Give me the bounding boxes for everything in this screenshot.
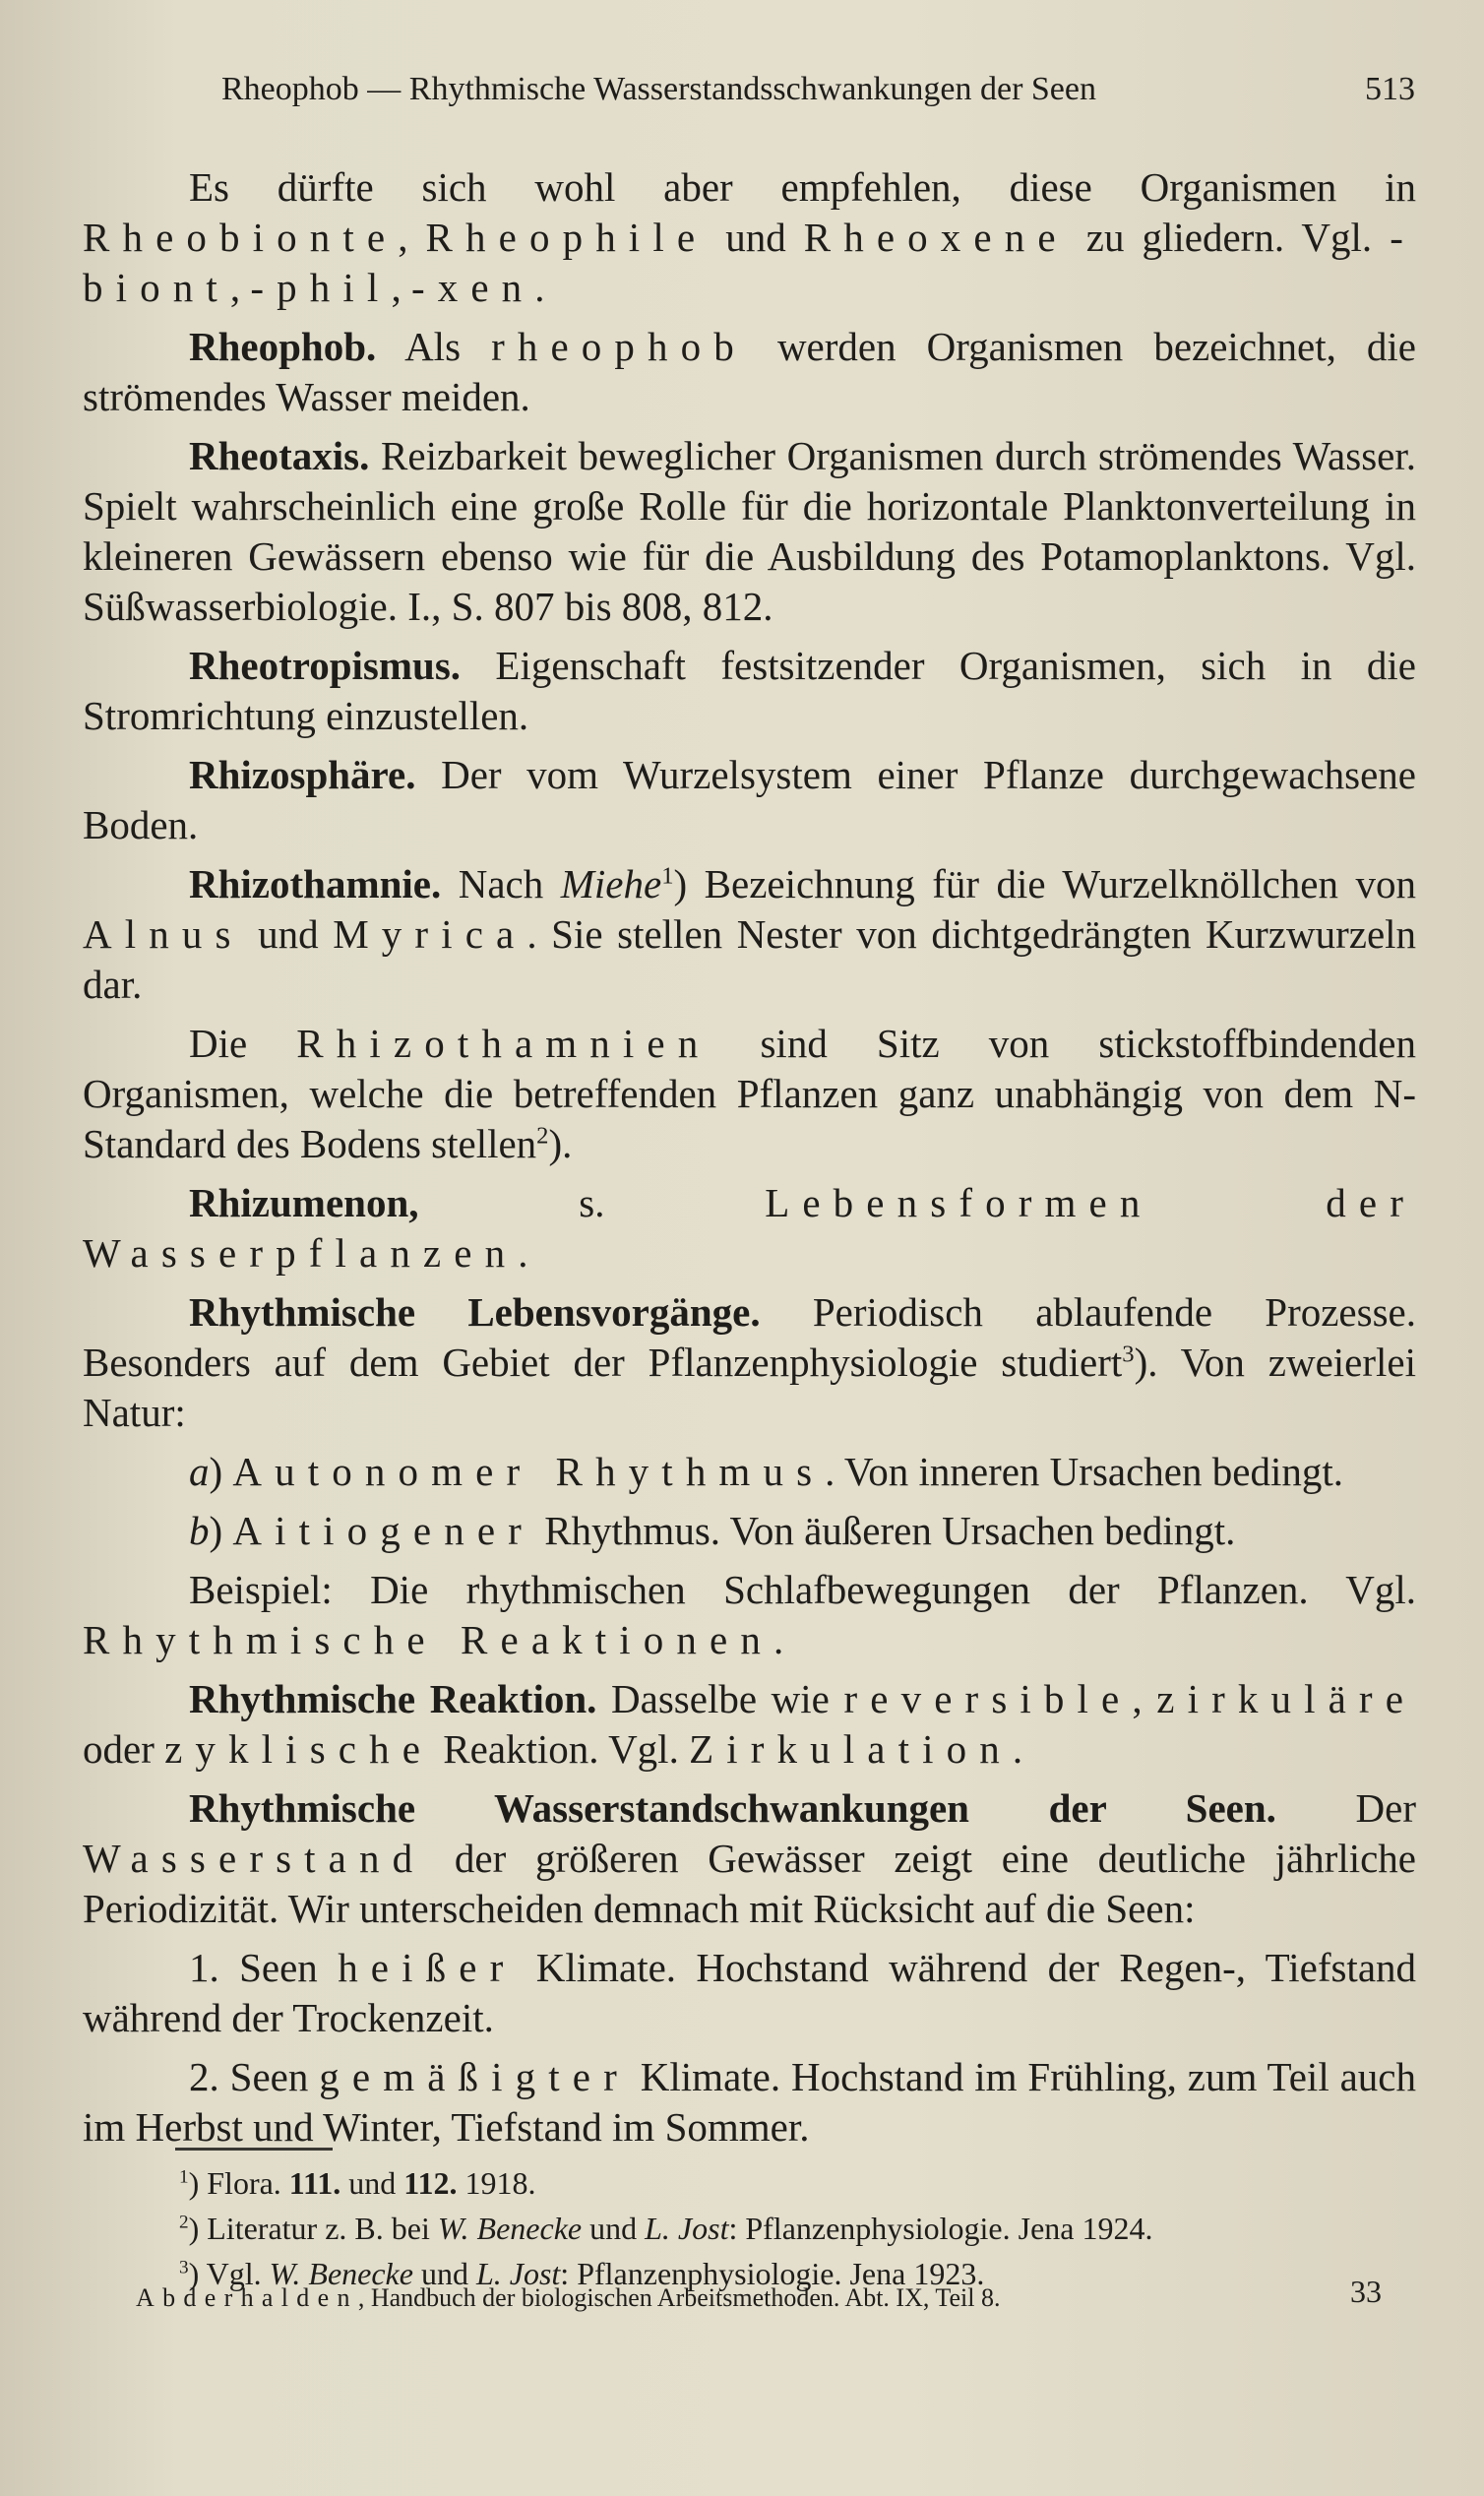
- page-footer: [136, 2274, 1382, 2320]
- footnote-ref: 2: [536, 1122, 549, 1150]
- entry-term: Rhizumenon,: [189, 1180, 419, 1225]
- list-item-1: 1. Seen heißer Klimate. Hochstand während der Regen-, Tiefstand während der Trockenzeit.: [83, 1945, 1417, 2040]
- entry-rheotropismus: Rheotropismus. Eigenschaft festsitzender Organismen, sich in die Stromrichtung einzustellen.: [83, 643, 1417, 738]
- author-name: Miehe: [560, 861, 662, 906]
- page-body: [83, 162, 1416, 2161]
- entry-rhizumenon: Rhizumenon, s. Lebensformen der Wasserpflanzen.: [83, 1180, 1416, 1276]
- footnote-1: $^1$) Flora. 111. und 112. 1918.: [179, 2165, 536, 2201]
- intro-paragraph: Es dürfte sich wohl aber empfehlen, diese Organismen in Rheobionte, Rheophile und Rheoxene zu gliedern. Vgl. -biont, -phil, -xen.: [83, 164, 1417, 310]
- entry-rheophob: Rheophob. Als rheophob werden Organismen bezeichnet, die strömendes Wasser meiden.: [83, 324, 1416, 419]
- list-item-2: 2. Seen gemäßigter Klimate. Hochstand im Frühling, zum Teil auch im Herbst und Winter, Tiefstand im Sommer.: [83, 2054, 1417, 2150]
- entry-rhythmische-lebensvorgaenge: Rhythmische Lebensvorgänge. Periodisch ablaufende Prozesse. Besonders auf dem Gebiet der Pflanzenphysiologie studiert$^3$). Von zweierlei Natur:: [83, 1289, 1416, 1435]
- footnote-ref: 3: [1122, 1341, 1135, 1368]
- footnote-ref: 1: [661, 862, 674, 890]
- entry-rhizothamnie-cont: Die Rhizothamnien sind Sitz von stickstoffbindenden Organismen, welche die betreffenden Pflanzen ganz unabhängig von dem N-Standard des Bodens stellen$^2$).: [83, 1021, 1417, 1166]
- entry-term: Rheotropismus.: [189, 643, 462, 688]
- footnote-3: $^3$) Vgl. W. Benecke und L. Jost: Pflanzenphysiologie. Jena 1923.: [179, 2256, 985, 2291]
- entry-rhizosphaere: Rhizosphäre. Der vom Wurzelsystem einer Pflanze durchgewachsene Boden.: [83, 752, 1416, 847]
- entry-term: Rhythmische Reaktion.: [189, 1676, 597, 1721]
- entry-rhythmische-reaktion: Rhythmische Reaktion. Dasselbe wie reversible, zirkuläre oder zyklische Reaktion. Vgl. Zirkulation.: [83, 1676, 1417, 1772]
- page-number: 513: [1365, 71, 1415, 107]
- entry-rhizothamnie: Rhizothamnie. Nach Miehe$^1$) Bezeichnung für die Wurzelknöllchen von Alnus und Myrica. Sie stellen Nester von dichtgedrängten Kurzwurzeln dar.: [83, 861, 1417, 1007]
- entry-term: Rhizosphäre.: [189, 752, 416, 797]
- footnote-2: $^2$) Literatur z. B. bei W. Benecke und L. Jost: Pflanzenphysiologie. Jena 1924.: [179, 2211, 1153, 2246]
- footnotes: [179, 2160, 1419, 2296]
- entry-rhythmische-wasserstandschwankungen: Rhythmische Wasserstandschwankungen der Seen. Der Wasserstand der größeren Gewässer zeigt eine deutliche jährliche Periodizität. Wir unterscheiden demnach mit Rücksicht auf die Seen:: [83, 1785, 1417, 1931]
- sheet-signature: 33: [1350, 2274, 1382, 2309]
- entry-term: Rhythmische Lebensvorgänge.: [189, 1289, 761, 1335]
- footnote-divider: [175, 2148, 333, 2151]
- entry-term: Rhizothamnie.: [189, 861, 442, 906]
- list-item-b: b) Aitiogener Rhythmus. Von äußeren Ursachen bedingt.: [189, 1508, 1236, 1553]
- running-title: Rheophob — Rhythmische Wasserstandsschwankungen der Seen: [221, 71, 1096, 107]
- entry-rheotaxis: Rheotaxis. Reizbarkeit beweglicher Organismen durch strömendes Wasser. Spielt wahrscheinlich eine große Rolle für die horizontale Planktonverteilung in kleineren Gewässern ebenso wie für die Ausbildung des Potamoplanktons. Vgl. Süßwasserbiologie. I., S. 807 bis 808, 812.: [83, 433, 1417, 629]
- running-header: [221, 71, 1415, 108]
- source-line: Abderhalden, Handbuch der biologischen Arbeitsmethoden. Abt. IX, Teil 8.: [136, 2283, 1001, 2312]
- entry-term: Rheotaxis.: [189, 433, 370, 478]
- example-paragraph: Beispiel: Die rhythmischen Schlafbewegungen der Pflanzen. Vgl. Rhythmische Reaktionen.: [83, 1567, 1416, 1662]
- entry-term: Rheophob.: [189, 324, 377, 369]
- list-item-a: a) Autonomer Rhythmus. Von inneren Ursachen bedingt.: [189, 1449, 1343, 1494]
- entry-term: Rhythmische Wasserstandschwankungen der Seen.: [189, 1785, 1276, 1831]
